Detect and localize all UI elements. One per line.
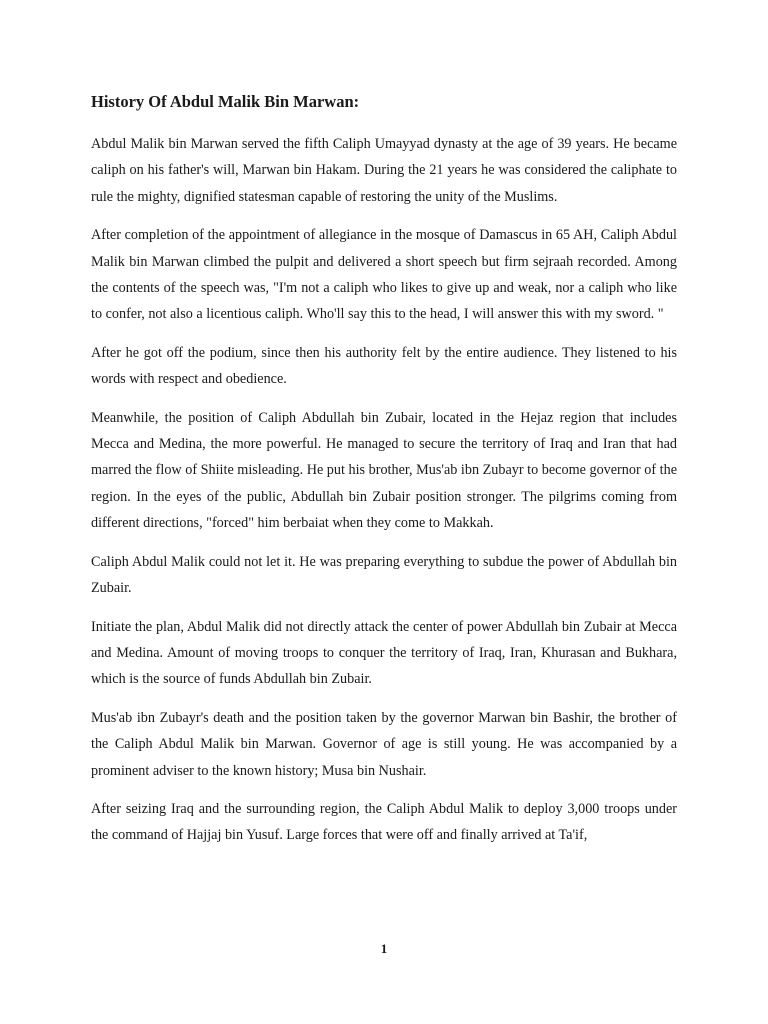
paragraph: Abdul Malik bin Marwan served the fifth Caliph Umayyad dynasty at the age of 39 years. He became caliph on his father's will, Marwan bin Hakam. During the 21 years he was considered the caliphate to rule the mighty, dignified statesman capable of restoring the unity of the Muslims. [91,136,677,205]
paragraph: After seizing Iraq and the surrounding region, the Caliph Abdul Malik to deploy 3,000 troops under the command of Hajjaj bin Yusuf. Large forces that were off and finally arrived at Ta'if, [91,800,677,844]
paragraph: Meanwhile, the position of Caliph Abdullah bin Zubair, located in the Hejaz region that includes Mecca and Medina, the more powerful. He managed to secure the territory of Iraq and Iran that had marred the flow of Shiite misleading. He put his brother, Mus'ab ibn Zubayr to become governor of the region. In the eyes of the public, Abdullah bin Zubair position stronger. The pilgrims coming from different directions, "forced" him berbaiat when they come to Makkah. [91,409,677,532]
paragraph: Initiate the plan, Abdul Malik did not directly attack the center of power Abdullah bin Zubair at Mecca and Medina. Amount of moving troops to conquer the territory of Iraq, Iran, Khurasan and Bukhara, which is the source of funds Abdullah bin Zubair. [91,618,677,688]
document-title: History Of Abdul Malik Bin Marwan: [91,92,360,111]
paragraph: Caliph Abdul Malik could not let it. He was preparing everything to subdue the power of Abdullah bin Zubair. [91,553,677,597]
page-number: 1 [380,941,388,956]
document-body [91,131,677,861]
paragraph: After completion of the appointment of allegiance in the mosque of Damascus in 65 AH, Caliph Abdul Malik bin Marwan climbed the pulpit and delivered a short speech but firm sejraah recorded. Among the contents of the speech was, "I'm not a caliph who likes to give up and weak, nor a caliph who like to confer, not also a licentious caliph. Who'll say this to the head, I will answer this with my sword. " [91,227,677,323]
paragraph: After he got off the podium, since then his authority felt by the entire audience. They listened to his words with respect and obedience. [91,344,677,388]
paragraph: Mus'ab ibn Zubayr's death and the position taken by the governor Marwan bin Bashir, the brother of the Caliph Abdul Malik bin Marwan. Governor of age is still young. He was accompanied by a prominent adviser to the known history; Musa bin Nushair. [91,709,677,779]
